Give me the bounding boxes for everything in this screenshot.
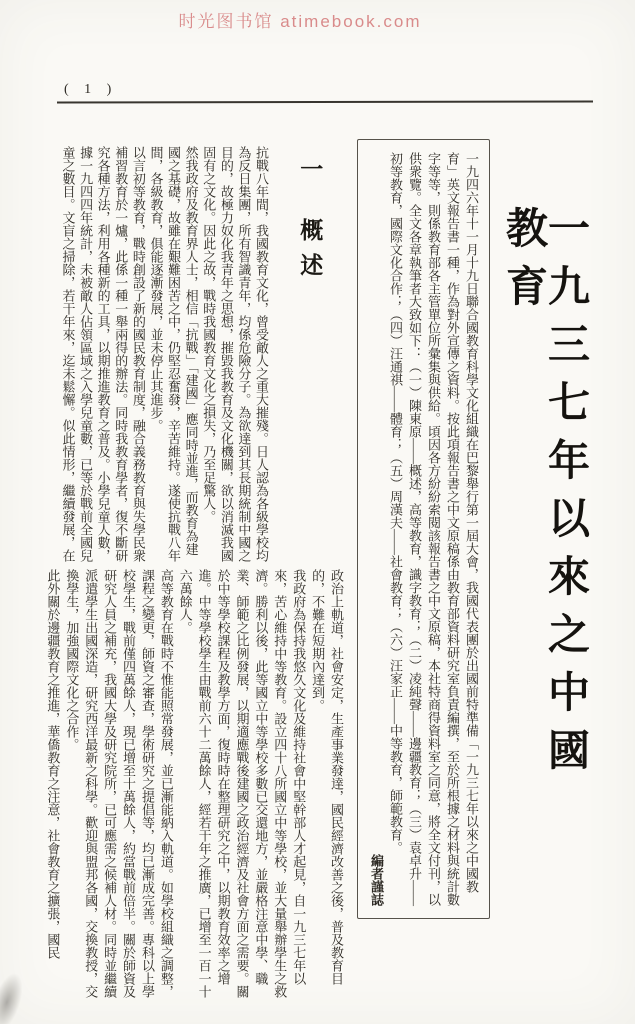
editor-note-box bbox=[357, 139, 490, 919]
editor-note-text: 一九四六年十一月十九日聯合國教育科學文化組織在巴黎舉行第一屆大會，我國代表團於出國前特準備「一九三七年以來之中國教育」英文報告書一種，作為對外宣傳之資料。按此項報告書之中文原稿係由教育部資料研究室負責編撰，至於所根據之材料與統計數字等等，則係教育部各主管單位所彙集與供給。頃因各方紛紛索閱該報告書之中文原稿，本社特商得資料室之同意，將全文付刊，以供衆覽。全文各章執筆者大致如下：（一）陳東原——概述，高等教育，識字教育；（二）凌純聲——邊疆教育；（三）袁卓升——初等教育，國際文化合作；（四）汪通祺——體育；（五）周漢夫——社會教育；（六）汪家正——中等教育，師範教育。 bbox=[388, 152, 479, 906]
library-watermark: 时光图书馆 atimebook.com bbox=[178, 12, 422, 31]
paragraph: 抗戰八年間，我國教育文化，曾受敵人之重大摧殘。日人認為各級學校均為反日集團，所有智識青年，均係危險分子。為欲達到其長期統制中國之目的，故極力奴化我青年之思想，摧毀我教育及文化機關，欲以消滅我國固有之文化。因此之故，戰時我國教育文化之損失，乃至足驚人。 bbox=[201, 146, 269, 562]
section-name: 概述 bbox=[297, 218, 323, 288]
paragraph: 然我政府及教育界人士，相信「抗戰」「建國」應同時並進，而教育為建國之基礎，故雖在艱難困苦之中，仍堅忍奮發，辛苦維持。遂使抗戰八年間，各級教育，俱能逐漸發展，並未停止其進步。 bbox=[148, 146, 199, 562]
body-text-upper-band bbox=[40, 146, 270, 566]
scan-smudge bbox=[0, 969, 29, 1024]
article-title: 一九三七年以來之中國教育 bbox=[500, 206, 588, 786]
paragraph: 高等教育在戰時不惟能照常發展，並已漸能納入軌道。如學校組織之調整，課程之變更，師資之審查，學術研究之提倡等，均已漸成完善。專科以上學校學生，戰前僅四萬餘人，現已增至十萬餘人，約當戰前倍半。關於師資及研究人員之補充，我國大學及研究院所，已可應需之候補人材。同時並繼續派遣學生出國深造，研究西洋最新之科學。歡迎與盟邦各國，交換教授，交換學生，加強國際文化之合作。 bbox=[64, 569, 174, 998]
paragraph: 我政府為保持我悠久文化及維持社會中堅幹部人才起見，自一九三七年以來，苦心維持中等教育。設立四十八所國立中等學校，並大量舉辦學生之救濟。勝利以後，此等國立中等學校多數已交還地方，並嚴格注意中學、職業、師範之比例發展，以期適應戰後建國之政治經濟及社會方面之需要。關於中等學校課程及教學方面，復時時在整理研究之中，以期教育效率之增進。中等學校學生由戰前六十二萬餘人，經若干年之推廣，已增至一百一十六萬餘人。 bbox=[177, 569, 307, 998]
page-number: ( 1 ) bbox=[64, 82, 118, 97]
paragraph: 政治上軌道，社會安定，生產事業發達，國民經濟改善之後，普及教育目的，不難在短期內達到。 bbox=[310, 569, 344, 985]
editor-note-signature: 編者謹誌 bbox=[369, 854, 384, 906]
header-rule bbox=[57, 100, 593, 103]
section-heading bbox=[293, 157, 325, 457]
section-number: 一 bbox=[297, 157, 323, 192]
paragraph: 以言初等教育，戰時創設了新的國民教育制度，融合義務教育與失學民衆補習教育於一爐，此係一種一舉兩得的辦法。同時我教育學者，復不斷研究各種方法，利用各種新的工具，以期推進教育之普及。小學兒童人數，據一九四四年統計，未被敵人佔領區域之入學兒童數，已等於戰前全國兒童之數目。文盲之掃除，若干年來，迄未鬆懈。似此情形，繼續發展，在 bbox=[60, 146, 146, 562]
body-text-lower-band bbox=[45, 569, 345, 1002]
paragraph: 此外關於邊疆教育之推進，華僑教育之注意，社會教育之擴張，國民 bbox=[45, 569, 61, 959]
